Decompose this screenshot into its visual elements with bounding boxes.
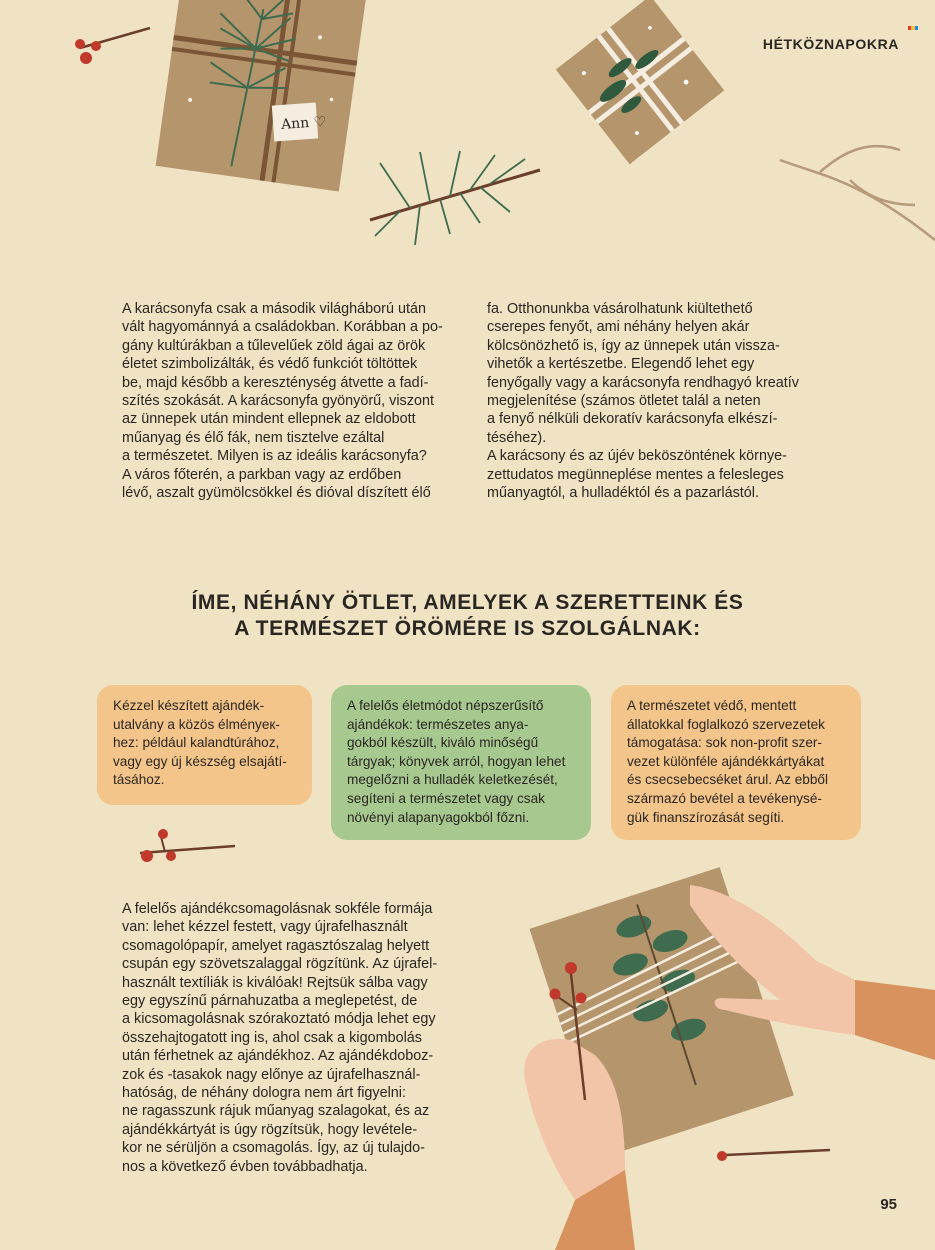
section-label: HÉTKÖZNAPOKRA — [762, 36, 899, 52]
berry-sprig-icon — [135, 828, 255, 868]
wrapping-paragraph: A felelős ajándékcsomagolásnak sokféle formája van: lehet kézzel festett, vagy újrafelhasznált csomagolópapír, amelyet ragasztószalag helyett csupán egy szövetszalaggal rögzítünk. Az újrafel- használt textíliák is kiválóak! Rejtsük sálba vagy egy egyszínű párnahuzatba a meglepetést, de a kicsomagolásnak szórakoztató módja lehet egy összehajtogatott ing is, ahol csak a kigombolás után férhetnek az ajándékhoz. Az ajándékdoboz- zok és -tasakok nagy előnye az újrafelhasznál- hatóság, de néhány dologra nem árt figyelni: ne ragasszunk rájuk műanyag szalagokat, és az ajándékkártyát is úgy rögzítsük, hogy levételе- kor ne sérüljön a csomagolás. Így, az új tulajdo- nos a következő évben továbbadhatja. — [122, 901, 438, 1175]
intro-column-1: A karácsonyfa csak a második világháború után vált hagyománnyá a családokban. Korábban a po- gány kultúrákban a tűlevelűek zöld ágai az örök életet szimbolizálták, és védő funkciót töltöttek be, majd később a kereszténység átvette a fadí- szítés szokását. A karácsonyfa gyönyörű, viszont az ünnepek után mindent ellepnek az eldobott műanyag és élő fák, nem tisztelve ezáltal a természetet. Milyen is az ideális karácsonyfa? A város főterén, a parkban vagy az erdőben lévő, aszalt gyümölcsökkel és dióval díszített élő — [122, 301, 443, 502]
idea-card-sustainable-gifts: A felelős életmódot népszerűsítő ajándékok: természetes anya- gokból készült, kiváló minőségű tárgyak; könyvek arról, hogyan lehet megelőzni a hulladék keletkezését, segíteni a természetet vagy csak növényi alapanyagokból főzni. — [331, 685, 591, 840]
idea-card-nonprofit-support: A természetet védő, mentett állatokkal foglalkozó szervezetek támogatása: sok non-profit szer- vezet különféle ajándékkártyákat és csecsebecséket árul. Az ebből származó bevétel a tevékenysé- gük finanszírozását segíti. — [611, 685, 861, 840]
gift-package-illustration — [0, 0, 935, 290]
gift-tag-text: Ann ♡ — [280, 113, 327, 133]
ideas-heading: ÍME, NÉHÁNY ÖTLET, AMELYEK A SZERETTEINK ÉS A TERMÉSZET ÖRÖMÉRE IS SZOLGÁLNAK: — [191, 591, 744, 640]
wrapping-hands-illustration — [515, 870, 935, 1250]
intro-column-2: fa. Otthonunkba vásárolhatunk kiültethető cserepes fenyőt, ami néhány helyen akár kölcsönözhető is, így az ünnepek után vissza- vihetők a kertészetbe. Elegendő lehet egy fenyőgally vagy a karácsonyfa rendhagyó kreatív megjelenítése (számos ötletet talál a neten a fenyő nélküli dekoratív karácsonyfa elkészí- téséhez). A karácsony és az újév beköszöntének környe- zettudatos megünneplése mentes a felesleges műanyagtól, a hulladéktól és a pazarlástól. — [487, 301, 799, 502]
page-number: 95 — [880, 1196, 897, 1213]
idea-card-experience-voucher: Kézzel készített ajándék- utalvány a közös élményeк- hez: például kalandtúrához, vagy egy új készség elsajátí- tásához. — [97, 685, 312, 805]
